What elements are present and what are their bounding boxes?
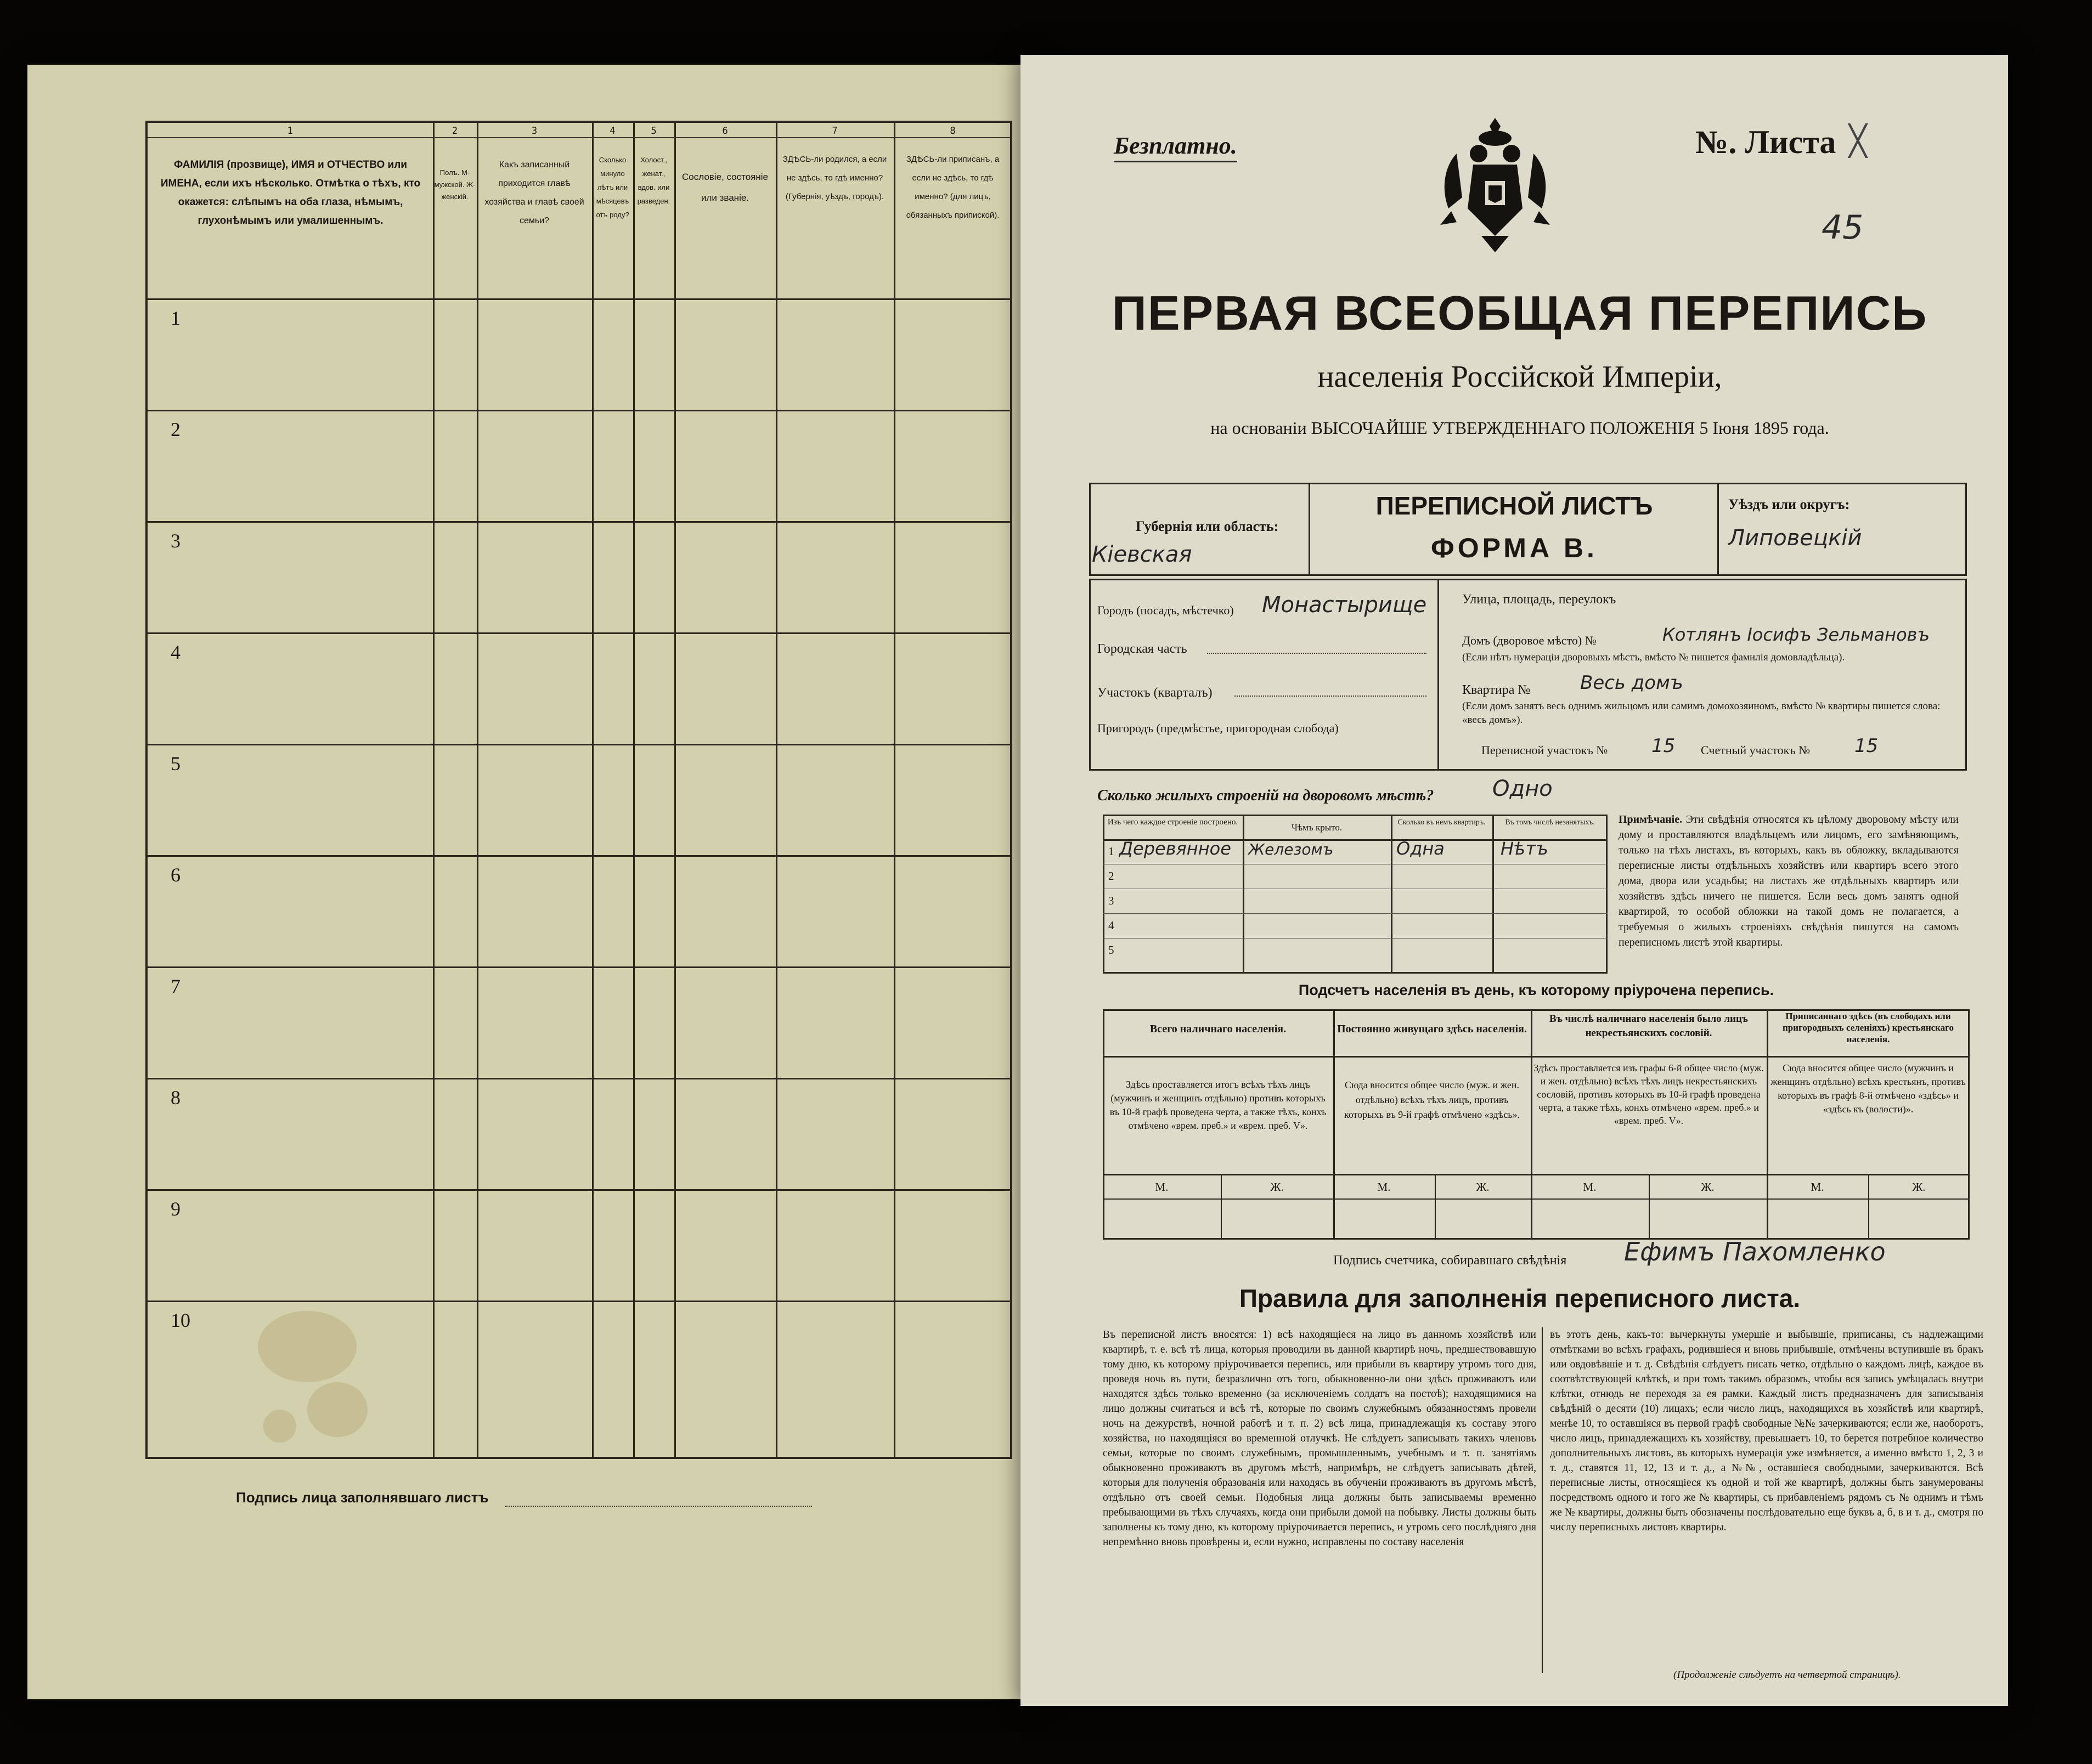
census-district-value: 15 [1651, 735, 1676, 757]
buildings-question: Сколько жилыхъ строеній на дворовомъ мѣстѣ? [1097, 787, 1434, 804]
row-number: 2 [171, 419, 181, 440]
page-title: ПЕРВАЯ ВСЕОБЩАЯ ПЕРЕПИСЬ [1112, 286, 1928, 340]
census-district-label: Переписной участокъ № [1481, 743, 1608, 757]
left-signature-label: Подпись лица заполнявшаго листъ [236, 1489, 489, 1506]
row-number: 3 [171, 530, 181, 552]
gubernia-value: Кіевская [1092, 542, 1192, 567]
col-number: 3 [531, 125, 538, 137]
buildings-row-number: 4 [1108, 919, 1114, 932]
col-header-sex: Полъ. М-мужской. Ж-женскій. [434, 168, 476, 201]
uezd-label: Уѣздъ или округъ: [1728, 496, 1850, 512]
buildings-header-roof: Чѣмъ крыто. [1291, 822, 1343, 833]
note-body: Эти свѣдѣнія относятся къ цѣлому дворовому мѣсту или дому и проставляются владѣльцемъ или лицомъ, его замѣняющимъ, только на тѣхъ листахъ, въ которыхъ, какъ въ обложку, вкладываются переписные листы отдѣльныхъ хозяйствъ или квартиръ всего этого дома, двора или усадьбы; на листахъ же отдѣльныхъ квартиръ или хозяйствъ здѣсь ничего не пишется. Если весь домъ занятъ одной квартирой, то особой обложки на такой домъ не полагается, а требуемыя о жилыхъ строеніяхъ свѣдѣнія пишутся на самомъ переписномъ листѣ этой квартиры. [1619, 813, 1959, 948]
buildings-row-number: 1 [1108, 845, 1114, 858]
col-header-marital: Холост., женат., вдов. или разведен. [637, 156, 670, 205]
row-number: 5 [171, 753, 181, 774]
page-basis: на основаніи ВЫСОЧАЙШЕ УТВЕРЖДЕННАГО ПОЛОЖЕНІЯ 5 Іюня 1895 года. [1210, 418, 1829, 438]
rules-title: Правила для заполненія переписного листа. [1239, 1284, 1801, 1313]
row-number: 6 [171, 864, 181, 886]
form-title: ПЕРЕПИСНОЙ ЛИСТЪ [1375, 491, 1653, 520]
count-col-permanent-head: Постоянно живущаго здѣсь населенія. [1337, 1023, 1527, 1035]
col-header-estate: Сословіе, состояніе или званіе. [681, 172, 769, 203]
buildings-row-number: 3 [1108, 894, 1114, 907]
note-label: Примѣчаніе. [1619, 813, 1683, 826]
uchastok-label: Участокъ (кварталъ) [1097, 686, 1213, 700]
buildings-row-vacant: Нѣтъ [1501, 838, 1548, 859]
col-number: 8 [950, 125, 956, 137]
left-signature-line [505, 1506, 812, 1507]
col-number: 1 [287, 125, 294, 137]
row-number: 9 [171, 1198, 181, 1220]
count-f-label: Ж. [1912, 1180, 1926, 1194]
count-col-peasant-head: Приписаннаго здѣсь (въ слободахъ или пригородныхъ селеніяхъ) крестьянскаго населенія. [1782, 1011, 1954, 1044]
col-header-name: ФАМИЛІЯ (прозвище), ИМЯ и ОТЧЕСТВО или ИМЕНА, если ихъ нѣсколько. Отмѣтка о тѣхъ, кто окажется: слѣпымъ на оба глаза, нѣмымъ, глухонѣмымъ или умалишеннымъ. [160, 159, 421, 227]
rules-continued: (Продолженіе слѣдуетъ на четвертой страницѣ). [1673, 1669, 1901, 1681]
buildings-row-apartments: Одна [1396, 838, 1445, 859]
col-number: 4 [610, 125, 616, 137]
buildings-header-apartments: Сколько въ немъ квартиръ. [1397, 818, 1486, 827]
count-col-total-head: Всего наличнаго населенія. [1149, 1023, 1287, 1035]
apartment-value: Весь домъ [1580, 672, 1683, 694]
city-value: Монастырище [1262, 592, 1427, 618]
col-number: 5 [651, 125, 657, 137]
count-f-label: Ж. [1476, 1180, 1490, 1194]
city-part-label: Городская часть [1097, 642, 1187, 656]
buildings-row-roof: Железомъ [1248, 840, 1334, 858]
uezd-value: Липовецкій [1728, 525, 1862, 551]
city-label: Городъ (посадъ, мѣстечко) [1097, 603, 1234, 617]
buildings-header-material: Изъ чего каждое строеніе построено. [1107, 818, 1238, 827]
enumerator-signature: Ефимъ Пахомленко [1624, 1237, 1886, 1267]
row-number: 8 [171, 1087, 181, 1109]
col-number: 2 [452, 125, 458, 137]
count-col-peasant-body: Сюда вносится общее число (мужчинъ и женщинъ отдѣльно) всѣхъ крестьянъ, противъ которыхъ въ графѣ 8-й отмѣчено «здѣсь» и «здѣсь къ (волости)». [1770, 1062, 1966, 1115]
buildings-answer: Одно [1492, 776, 1553, 801]
page-subtitle: населенія Россійской Имперіи, [1317, 360, 1722, 394]
rules-column-2: въ этотъ день, какъ-то: вычеркнуты умершіе и выбывшіе, приписаны, съ надлежащими отмѣтками во всѣхъ графахъ, родившіеся и вновь прибывшіе, отмѣчены вступившіе въ бракъ или овдовѣвшіе и т. д. Свѣдѣнія слѣдуетъ писать четко, отдѣльно о каждомъ лицѣ, каждое въ соотвѣтствующей клѣткѣ, и при томъ такимъ образомъ, чтобы вся запись умѣщалась внутри клѣтки, отнюдь не переходя за ея рамки. Каждый листъ предназначенъ для записыванія свѣдѣній о десяти (10) лицахъ; если число лицъ, находящихся въ хозяйствѣ или квартирѣ, менѣе 10, то оставшіяся въ первой графѣ свободные №№ зачеркиваются; если же, наоборотъ, число лицъ, принадлежащихъ къ хозяйству, превышаетъ 10, то берется потребное количество дополнительныхъ листовъ, въ которыхъ нумерація уже измѣняется, а именно вмѣсто 1, 2, 3 и т. д., ставятся 11, 12, 13 и т. д., а №№, оставшіеся свободными, зачеркиваются. Всѣ переписные листы, относящіеся къ одной и той же квартирѣ, должны быть занумерованы посредствомъ одного и того же № квартиры, съ прибавленіемъ рядомъ съ № однимъ и тѣмъ же № квартиры, должны быть обозначены послѣдовательно еще буквъ а, б, в и т. д., смотря по числу переписныхъ листовъ квартиры. [1550, 1329, 1983, 1533]
enumerator-signature-label: Подпись счетчика, собиравшаго свѣдѣнія [1333, 1253, 1567, 1268]
buildings-header-vacant: Въ томъ числѣ незанятыхъ. [1505, 818, 1595, 827]
count-table-title: Подсчетъ населенія въ день, къ которому пріурочена перепись. [1298, 982, 1774, 998]
col-header-age: Сколько минуло лѣтъ или мѣсяцевъ отъ роду? [596, 156, 629, 219]
house-note: (Если нѣтъ нумераціи дворовыхъ мѣстъ, вмѣсто № пишется фамилія домовладѣльца). [1462, 652, 1845, 663]
buildings-row-number: 2 [1108, 869, 1114, 883]
count-f-label: Ж. [1270, 1180, 1284, 1194]
col-number: 6 [722, 125, 728, 137]
apartment-label: Квартира № [1462, 683, 1531, 697]
apartment-note: (Если домъ занятъ весь однимъ жильцомъ или самимъ домохозяиномъ, вмѣсто № квартиры пишется слова: «весь домъ»). [1462, 700, 1941, 726]
count-f-label: Ж. [1701, 1180, 1715, 1194]
count-m-label: М. [1811, 1180, 1824, 1194]
count-col-permanent-body: Сюда вносится общее число (муж. и жен. отдѣльно) всѣхъ тѣхъ лицъ, противъ которыхъ въ 9-й графѣ отмѣчено «здѣсь». [1344, 1079, 1520, 1120]
double-headed-eagle-icon [1435, 115, 1555, 258]
count-m-label: М. [1377, 1180, 1391, 1194]
counting-district-value: 15 [1854, 735, 1879, 757]
form-type: ФОРМА В. [1431, 533, 1598, 563]
row-number: 7 [171, 975, 181, 997]
count-col-nonpeasant-body: Здѣсь проставляется изъ графы 6-й общее число (муж. и жен. отдѣльно) всѣхъ тѣхъ лицъ некрестьянскихъ сословій, противъ которыхъ въ 10-й графѣ проведена черта, а также тѣхъ, конхъ отмѣчено «врем. преб.» и «врем. преб. V». [1533, 1062, 1764, 1126]
house-value: Котлянъ Іосифъ Зельмановъ [1662, 624, 1930, 645]
count-m-label: М. [1155, 1180, 1169, 1194]
sheet-number-crossed: ╳ [1849, 123, 1867, 158]
sheet-number-label: №. Листа [1695, 124, 1836, 160]
note-text [1619, 812, 1959, 950]
row-number: 4 [171, 641, 181, 663]
buildings-row-number: 5 [1108, 943, 1114, 957]
row-number: 1 [171, 307, 181, 329]
col-header-relation: Какъ записанный приходится главѣ хозяйства и главѣ своей семьи? [484, 160, 584, 225]
sheet-number-value: 45 [1822, 208, 1864, 247]
free-label: Безплатно. [1114, 132, 1237, 162]
street-label: Улица, площадь, переулокъ [1462, 592, 1616, 607]
buildings-row-material: Деревянное [1119, 838, 1231, 859]
col-number: 7 [832, 125, 838, 137]
census-grid [145, 121, 1012, 1459]
counting-district-label: Счетный участокъ № [1701, 743, 1811, 757]
prigorod-label: Пригородъ (предмѣстье, пригородная слобода) [1097, 721, 1339, 735]
row-number: 10 [171, 1309, 190, 1331]
count-col-total-body: Здѣсь проставляется итогъ всѣхъ тѣхъ лицъ (мужчинъ и женщинъ отдѣльно) противъ которыхъ въ 10-й графѣ проведена черта, а также тѣхъ, конхъ отмѣчено «врем. преб.» и «врем. преб. V». [1109, 1079, 1327, 1131]
col-header-registration: ЗДѢСЬ-ли приписанъ, а если не здѣсь, то гдѣ именно? (для лицъ, обязанныхъ припиской). [906, 155, 1000, 220]
gubernia-label: Губернія или область: [1136, 518, 1279, 534]
col-header-birthplace: ЗДѢСЬ-ли родился, а если не здѣсь, то гдѣ именно? (Губернія, уѣздъ, городъ). [782, 155, 887, 201]
count-col-nonpeasant-head: Въ числѣ наличнаго населенія было лицъ некрестьянскихъ сословій. [1549, 1013, 1748, 1039]
count-m-label: М. [1583, 1180, 1597, 1194]
house-label: Домъ (дворовое мѣсто) № [1462, 634, 1597, 647]
rules-column-1: Въ переписной листъ вносятся: 1) всѣ находящіеся на лицо въ данномъ хозяйствѣ или квартирѣ, т. е. всѣ тѣ лица, которыя проводили въ данной квартирѣ ночь, предшествовавшую тому дню, къ которому пріурочивается перепись, или прибыли въ квартиру утромъ того дня, проведя ночь въ пути, безразлично отъ того, обыкновенно-ли они здѣсь проживаютъ или находятся здѣсь только временно (за исключеніемъ солдатъ на постоѣ); находящимися на лицо должны считаться и всѣ тѣ, которые по своимъ служебнымъ обязанностямъ провели ночь на дежурствѣ, ночной работѣ и т. п. 2) всѣ лица, принадлежащія къ составу этого хозяйства, но находящіяся во временной отлучкѣ. Не слѣдуетъ записывать такихъ членовъ семьи, которые по своимъ служебнымъ, промышленнымъ, учебнымъ и т. п. занятіямъ обыкновенно проживаютъ въ другомъ мѣстѣ, напримѣръ, не слѣдуетъ записывать дѣтей, которыя для полученія образованія или находясь въ обученіи проживаютъ въ другомъ мѣстѣ, отдѣльно отъ своей семьи. Подобныя лица должны быть записываемы временно пребывающими въ тѣхъ случаяхъ, когда они прибыли домой на побывку. Листы должны быть заполнены къ тому дню, къ которому пріурочивается перепись, и утромъ сего послѣдняго дня непремѣнно вновь провѣрены и, если нужно, исправлены по составу населенія [1103, 1329, 1536, 1548]
